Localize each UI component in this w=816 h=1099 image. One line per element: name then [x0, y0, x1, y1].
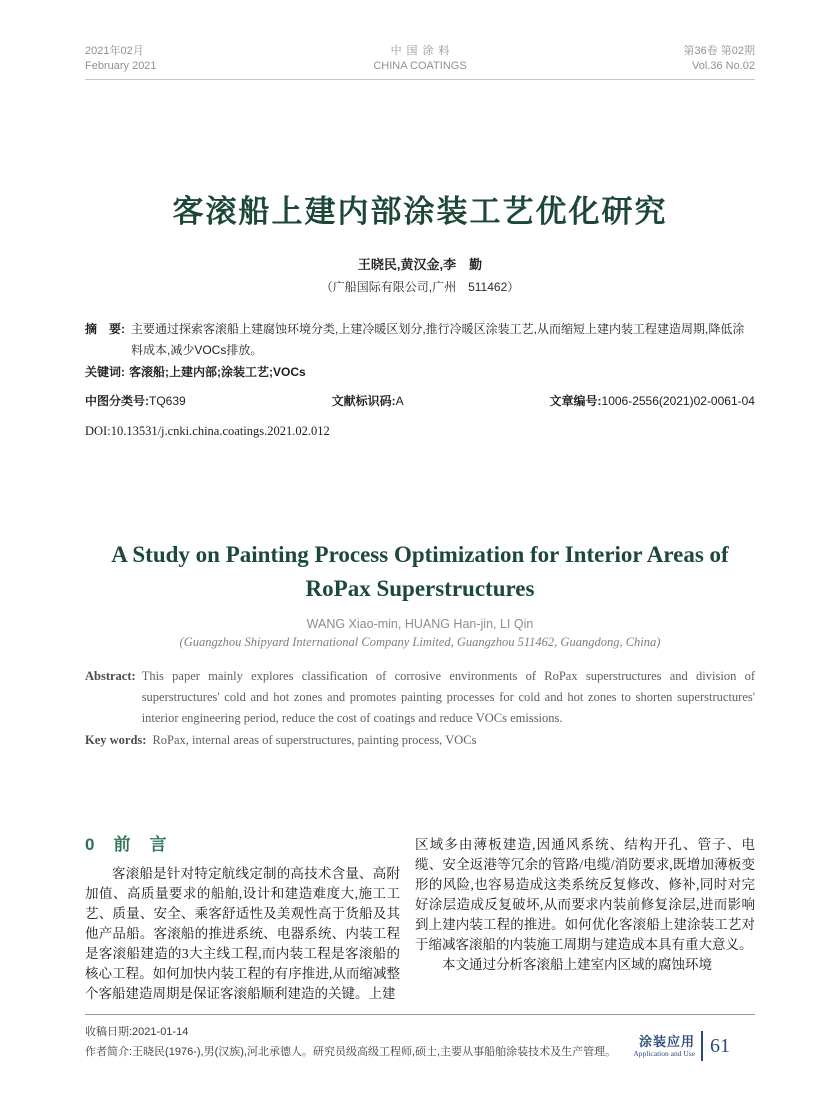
journal-name — [373, 44, 466, 74]
journal-date-cn: 2021年02月 — [85, 45, 144, 57]
article-title-cn: 客滚船上建内部涂装工艺优化研究 — [172, 194, 668, 229]
keywords-en-label: Key words: — [85, 733, 147, 747]
article-id — [550, 391, 755, 412]
classification-row — [85, 391, 755, 412]
journal-volume-cn: 第36卷 第02期 — [683, 45, 755, 57]
journal-volume — [683, 44, 755, 74]
article-id-label: 文章编号: — [549, 394, 602, 408]
page-number: 61 — [710, 1034, 730, 1057]
page-corner-folio — [633, 1031, 730, 1061]
body-column-left — [85, 835, 400, 1004]
abstract-en-label: Abstract: — [85, 669, 136, 683]
keywords-cn-text: 客滚船;上建内部;涂装工艺;VOCs — [129, 365, 306, 379]
keywords-en-text: RoPax, internal areas of superstructures, painting process, VOCs — [152, 733, 477, 747]
body-section — [85, 835, 755, 1004]
column-category — [633, 1034, 701, 1059]
journal-volume-en: Vol.36 No.02 — [691, 60, 755, 72]
abstract-cn — [85, 319, 755, 361]
column-gap — [400, 835, 415, 1004]
journal-name-en: CHINA COATINGS — [373, 60, 467, 72]
footnote-received-date: 收稿日期:2021-01-14 — [85, 1026, 189, 1038]
journal-date-en: February 2021 — [85, 60, 157, 72]
section-heading: 0 前 言 — [85, 835, 168, 854]
journal-name-cn: 中国涂料 — [390, 45, 455, 57]
body-column-right — [415, 835, 755, 1004]
clc-label: 中图分类号: — [85, 394, 149, 408]
keywords-cn-label: 关键词: — [85, 365, 125, 379]
document-code-value: A — [395, 394, 404, 408]
abstract-cn-label: 摘 要: — [85, 322, 125, 336]
document-code-label: 文献标识码: — [331, 394, 396, 408]
abstract-cn-text: 主要通过探索客滚船上建腐蚀环境分类,上建冷暖区划分,推行冷暖区涂装工艺,从而缩短上建内装工程建造周期,降低涂料成本,减少VOCs排放。 — [131, 322, 745, 357]
body-paragraph-2: 本文通过分析客滚船上建室内区域的腐蚀环境 — [442, 957, 712, 972]
body-paragraph-1-left: 客滚船是针对特定航线定制的高技术含量、高附加值、高质量要求的船舶,设计和建造难度大,施工工艺、质量、安全、乘客舒适性及美观性高于货船及其他产品船。客滚船的推进系统、电器系统、内装工程是客滚船建造的3大主线工程,而内装工程是客滚船的核心工程。如何加快内装工程的有序推进,从而缩减整个客船建造周期是保证客滚船顺利建造的关键。上建 — [85, 866, 400, 1001]
article-affiliation-en: (Guangzhou Shipyard International Company Limited, Guangzhou 511462, Guangdong, China) — [179, 635, 661, 649]
article-authors-cn: 王晓民,黄汉金,李 勤 — [357, 257, 483, 272]
abstract-en — [85, 666, 755, 729]
clc-value: TQ639 — [149, 394, 186, 408]
footnote-author-bio: 作者简介:王晓民(1976-),男(汉族),河北承德人。研究员级高级工程师,硕士,主要从事船舶涂装技术及生产管理。 — [85, 1046, 617, 1058]
column-category-en: Application and Use — [633, 1048, 695, 1058]
journal-header — [85, 44, 755, 80]
article-authors-en: WANG Xiao-min, HUANG Han-jin, LI Qin — [306, 617, 534, 631]
body-paragraph-1-right: 区域多由薄板建造,因通风系统、结构开孔、管子、电缆、安全返港等冗余的管路/电缆/消防要求,既增加薄板变形的风险,也容易造成这类系统反复修改、修补,同时对完好涂层造成反复破坏,从而要求内装前修复涂层,进而影响到上建内装工程的推进。如何优化客滚船上建涂装工艺对于缩减客滚船的内装施工周期与建造成本具有重大意义。 — [415, 837, 755, 952]
document-code — [332, 391, 404, 412]
clc-number — [85, 391, 186, 412]
journal-date — [85, 44, 157, 74]
keywords-cn — [85, 362, 755, 383]
english-abstract-block — [85, 666, 755, 751]
abstract-en-text: This paper mainly explores classification of corrosive environments of RoPax superstructures and division of superstructures' cold and hot zones and promotes painting processes for cold and hot zones to shorten superstructures' interior engineering period, reduce the cost of coatings and reduce VOCs emissions. — [141, 669, 755, 725]
column-category-cn: 涂装应用 — [638, 1033, 695, 1049]
doi: DOI:10.13531/j.cnki.china.coatings.2021.02.012 — [85, 424, 330, 438]
article-id-value: 1006-2556(2021)02-0061-04 — [601, 394, 755, 408]
article-affiliation-cn: （广船国际有限公司,广州 511462） — [320, 280, 520, 294]
article-title-en: A Study on Painting Process Optimization for Interior Areas of RoPax Superstructures — [111, 542, 729, 601]
keywords-en — [85, 730, 755, 751]
chinese-abstract-block — [85, 319, 755, 442]
